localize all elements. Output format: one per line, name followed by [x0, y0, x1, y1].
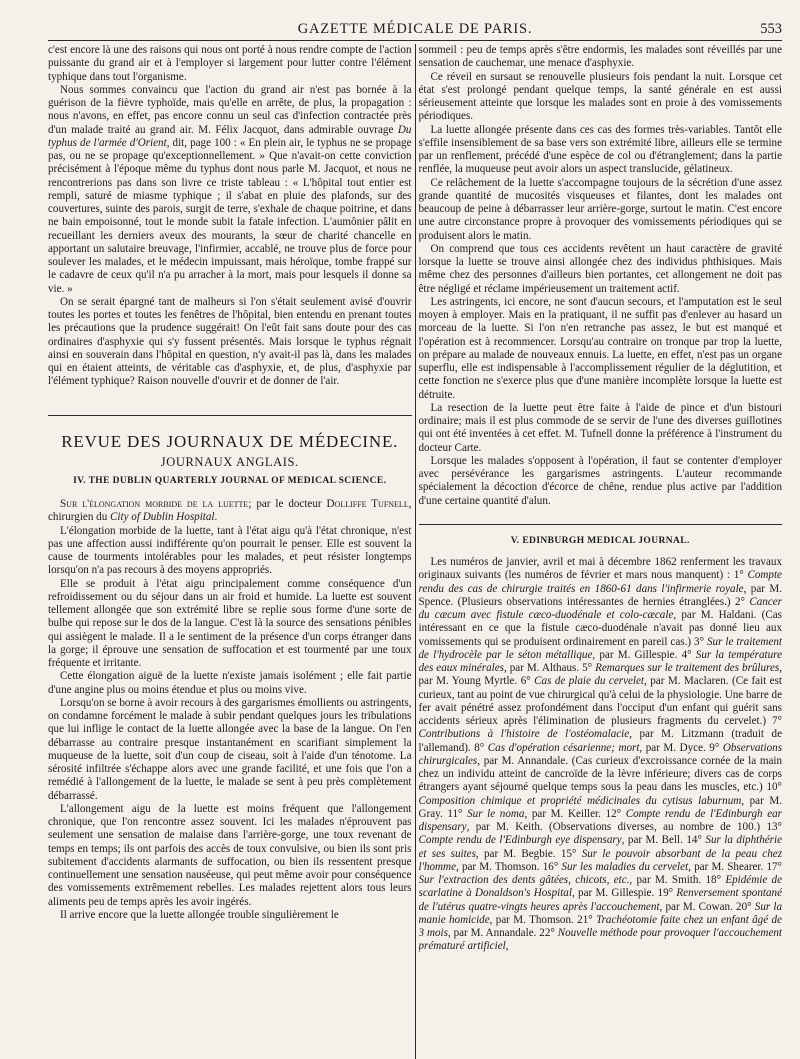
journal-title: GAZETTE MÉDICALE DE PARIS. — [297, 21, 533, 37]
paragraph: Ce réveil en sursaut se renouvelle plusieurs fois pendant la nuit. Lorsque cet état s'est prolongé pendant quelque temps, la santé générale en est aussi sérieusement atteinte que lorsque les malades sont en proie à des vomissements périodiques. — [418, 70, 782, 123]
column-rule — [415, 44, 416, 1059]
left-column — [48, 44, 412, 1059]
paragraph: On comprend que tous ces accidents revêtent un haut caractère de gravité lorsque la luette se trouve ainsi allongée chez des individus phthisiques. Mais même chez des personnes d'ailleurs bien portantes, cet allongement ne doit pas être négligé et réclame impérieusement un traitement actif. — [418, 242, 782, 295]
journal-heading: V. EDINBURGH MEDICAL JOURNAL. — [419, 524, 783, 548]
section-title: REVUE DES JOURNAUX DE MÉDECINE. — [48, 415, 412, 452]
page-header — [48, 14, 782, 41]
article-heading: Sur l'élongation morbide de la luette; par le docteur Dolliffe Tufnell, chirurgien du City of Dublin Hospital. — [48, 498, 412, 524]
paragraph: Ce relâchement de la luette s'accompagne toujours de la sécrétion d'une assez grande quantité de mucosités visqueuses et filantes, dont les malades ont beaucoup de peine à débarrasser leur arrière-gorge, surtout le matin. C'est encore une autre circonstance propre à provoquer des vomissements périodiques qui se produisent alors le matin. — [418, 176, 782, 242]
paragraph: On se serait épargné tant de malheurs si l'on s'était seulement avisé d'ouvrir toutes les portes et toutes les fenêtres de l'hôpital, bien entendu en prenant toutes les précautions que la prudence suggérait! On l'eût fait sans doute pour des cas ordinaires d'asphyxie qui s'y fussent présentés. Mais lorsque le typhus régnait ainsi en souverain dans l'hôpital en question, n'y avait-il pas là, dans les malades qui en étaient atteints, de véritable cas d'asphyxie, et, de plus, d'asphyxie par l'élément typhique? Raison nouvelle d'ouvrir et de donner de l'air. — [48, 295, 412, 388]
paragraph: Les astringents, ici encore, ne sont d'aucun secours, et l'amputation est le seul moyen à employer. Mais en la pratiquant, il ne suffit pas d'enlever au hasard un morceau de la luette. Si l'on n'en retranche pas assez, le but est manqué et l'opération est à recommencer. Lorsqu'au contraire on tronque par trop la luette, on prépare au malade de nouveaux ennuis. La luette, en effet, n'est pas un organe superflu, elle est indispensable à l'accomplissement régulier de la déglutition, et cette fonction ne s'exerce plus que d'une manière incomplète lorsque la luette est détruite. — [418, 295, 782, 401]
paragraph: Lorsque les malades s'opposent à l'opération, il faut se contenter d'employer avec persévérance les gargarismes astringents. L'auteur recommande spécialement la décoction d'écorce de chêne, rendue plus active par l'addition d'une certaine quantité d'alun. — [418, 454, 782, 507]
paragraph: L'allongement aigu de la luette est moins fréquent que l'allongement chronique, que l'on rencontre assez souvent. Ici les malades n'éprouvent pas seulement une sensation de malaise dans l'arrière-gorge, une toux revenant de temps en temps; ils ont parfois des accès de toux convulsive, ou bien ils sont pris subitement d'accidents alarmants de suffocation, ou bien ils ressentent presque continuellement une sensation nauséeuse, qui peut même avoir pour conséquence des vomissements extrêmement rebelles. Les malades rejettent alors tous leurs aliments peu de temps après les avoir ingérés. — [48, 802, 412, 908]
paragraph: Elle se produit à l'état aigu principalement comme conséquence d'un refroidissement ou du séjour dans un air froid et humide. La luette est souvent tellement allongée que son extrémité libre se replie sous forme d'une sorte de bulbe qui repose sur le dos de la langue. C'est là la source des sensations pénibles qui assiègent le malade. Il a le sentiment de la présence d'un corps étranger dans la gorge; il éprouve une sensation de suffocation et est tourmenté par une toux fréquente et irritante. — [48, 577, 412, 669]
columns — [48, 44, 782, 1059]
paragraph: Nous sommes convaincu que l'action du grand air n'est pas bornée à la guérison de la fièvre typhoïde, mais qu'elle en arrête, de plus, la propagation : nous n'avons, en effet, pas encore connu un seul cas d'infection contractée près d'un malade traité au grand air. M. Félix Jacquot, dans admirable ouvrage Du typhus de l'armée d'Orient, dit, page 100 : « En plein air, le typhus ne se propage pas, ou ne se propage qu'exceptionnellement. » Que n'avait-on cette conviction précisément à l'époque même du typhus dont nous parle M. Jacquot, et nous ne rencontrerions pas dans son livre ce triste tableau : « L'hôpital tout entier est rempli, saturé de miasme typhique ; il s'abat en pluie des plafonds, sur des couvertures, suinte des parois, surgit de terre, s'exhale de chaque poitrine, et dans ne bain empoisonné, tout le monde subit la fatale infection. L'aumônier pâlit en recueillant les derniers aveux des mourants, la sœur de charité chancelle en apportant un salutaire breuvage, l'infirmier, accablé, ne trouve plus de force pour soulever les malades, et le médecin impuissant, mais héroïque, tombe frappé sur le cadavre de ceux qu'il n'a pu arracher à la mort, mais pour lesquels il donne sa vie. » — [48, 83, 412, 295]
paragraph: L'élongation morbide de la luette, tant à l'état aigu qu'à l'état chronique, n'est pas une affection aussi indifférente qu'on pourrait le penser. Elle est souvent la cause de tourments intolérables pour les malades, et peut résister longtemps lorsqu'on n'a pas recours à des moyens appropriés. — [48, 524, 412, 577]
journal-heading: IV. THE DUBLIN QUARTERLY JOURNAL OF MEDICAL SCIENCE. — [73, 475, 387, 486]
paragraph-edinburgh: Les numéros de janvier, avril et mai à décembre 1862 renferment les travaux originaux suivants (les numéros de février et mars nous manquent) : 1° Compte rendu des cas de chirurgie traités en 1860-61 dans l'infirmerie royale, par M. Spence. (Plusieurs observations intéressantes de hernies étranglées.) 2° Cancer du cæcum avec fistule cæco-duodénale et colo-cæcale, par M. Haldani. (Cas intéressant en ce que la fistule cæco-duodénale n'avait pas donné lieu aux vomissements qui se produisent ordinairement en pareil cas.) 3° Sur le traitement de l'hydrocèle par le séton métallique, par M. Gillespie. 4° Sur la température des eaux minérales, par M. Althaus. 5° Remarques sur le traitement des brûlures, par M. Young Myrtle. 6° Cas de plaie du cervelet, par M. Maclaren. (Ce fait est curieux, tant au point de vue chirurgical qu'à celui de la physiologie. Une barre de fer avait pénétré assez profondément dans l'occiput d'un enfant qui guérit sans accidents sérieux après l'élimination de plusieurs fragments du cervelet.) 7° Contributions à l'histoire de l'ostéomalacie, par M. Litzmann (traduit de l'allemand). 8° Cas d'opération césarienne; mort, par M. Dyce. 9° Observations chirurgicales, par M. Annandale. (Cas curieux d'excroissance cornée de la main chez un individu atteint de cancroïde de la lèvre inférieure; divers cas de corps étrangers ayant séjourné quelque temps sous la peau dans les muscles, etc.) 10° Composition chimique et propriété médicinales du cytisus laburnum, par M. Gray. 11° Sur le noma, par M. Keiller. 12° Compte rendu de l'Edinburgh ear dispensary, par M. Keith. (Observations diverses, au nombre de 100.) 13° Compte rendu de l'Edinburgh eye dispensary, par M. Bell. 14° Sur la diphthérie et ses suites, par M. Begbie. 15° Sur le pouvoir absorbant de la peau chez l'homme, par M. Thomson. 16° Sur les maladies du cervelet, par M. Shearer. 17° Sur l'extraction des dents gâtées, chicots, etc., par M. Smith. 18° Epidémie de scarlatine à Donaldson's Hospital, par M. Gillespie. 19° Renversement spontané de l'utérus quatre-vingts heures après l'accouchement, par M. Cowan. 20° Sur la manie homicide, par M. Thomson. 21° Trachéotomie faite chez un enfant âgé de 3 mois, par M. Annandale. 22° Nouvelle méthode pour provoquer l'accouchement prématuré artificiel, — [418, 556, 782, 953]
paragraph: Il arrive encore que la luette allongée trouble singulièrement le — [60, 908, 339, 921]
paragraph: Lorsqu'on se borne à avoir recours à des gargarismes émollients ou astringents, on condamne forcément le malade à subir pendant quelques jours les tribulations que lui inflige le contact de la luette allongée avec la base de la langue. On l'en débarrasse au contraire presque instantanément en scarifiant simplement la muqueuse de la luette, soit d'un coup de ciseau, soit à l'aide d'un ténotome. La sérosité infiltrée s'échappe alors avec une grande facilité, et une fois que l'on a remédié à l'allongement de la luette, le malade se sent à peu près complètement débarrassé. — [48, 696, 412, 802]
page-number: 553 — [760, 21, 782, 37]
paragraph: La resection de la luette peut être faite à l'aide de pince et d'un bistouri ordinaire; mais il est plus commode de se servir de l'une des diverses guillotines qui ont été inventées à cet effet. M. Tufnell donne la préférence à l'instrument du docteur Carte. — [418, 401, 782, 454]
paragraph: Cette élongation aiguë de la luette n'existe jamais isolément ; elle fait partie d'une angine plus ou moins étendue et plus ou moins vive. — [48, 670, 412, 696]
paragraph: sommeil : peu de temps après s'être endormis, les malades sont réveillés par une sensation de cauchemar, une menace d'asphyxie. — [418, 44, 782, 70]
paragraph: La luette allongée présente dans ces cas des formes très-variables. Tantôt elle s'effile insensiblement de sa base vers son extrémité libre, ailleurs elle se termine par un renflement, précédé d'une espèce de col ou d'étranglement; dans la partie renflée, la muqueuse peut avoir alors un aspect translucide, gélatineux. — [418, 123, 782, 176]
book-title: Du typhus de l'armée d'Orient — [48, 123, 412, 149]
paragraph: c'est encore là une des raisons qui nous ont porté à nous rendre compte de l'action puissante du grand air et à l'employer si largement pour lutter contre l'élément typhique dans tout l'organisme. — [48, 44, 412, 83]
right-column — [419, 44, 783, 1059]
section-subtitle: JOURNAUX ANGLAIS. — [160, 454, 299, 469]
